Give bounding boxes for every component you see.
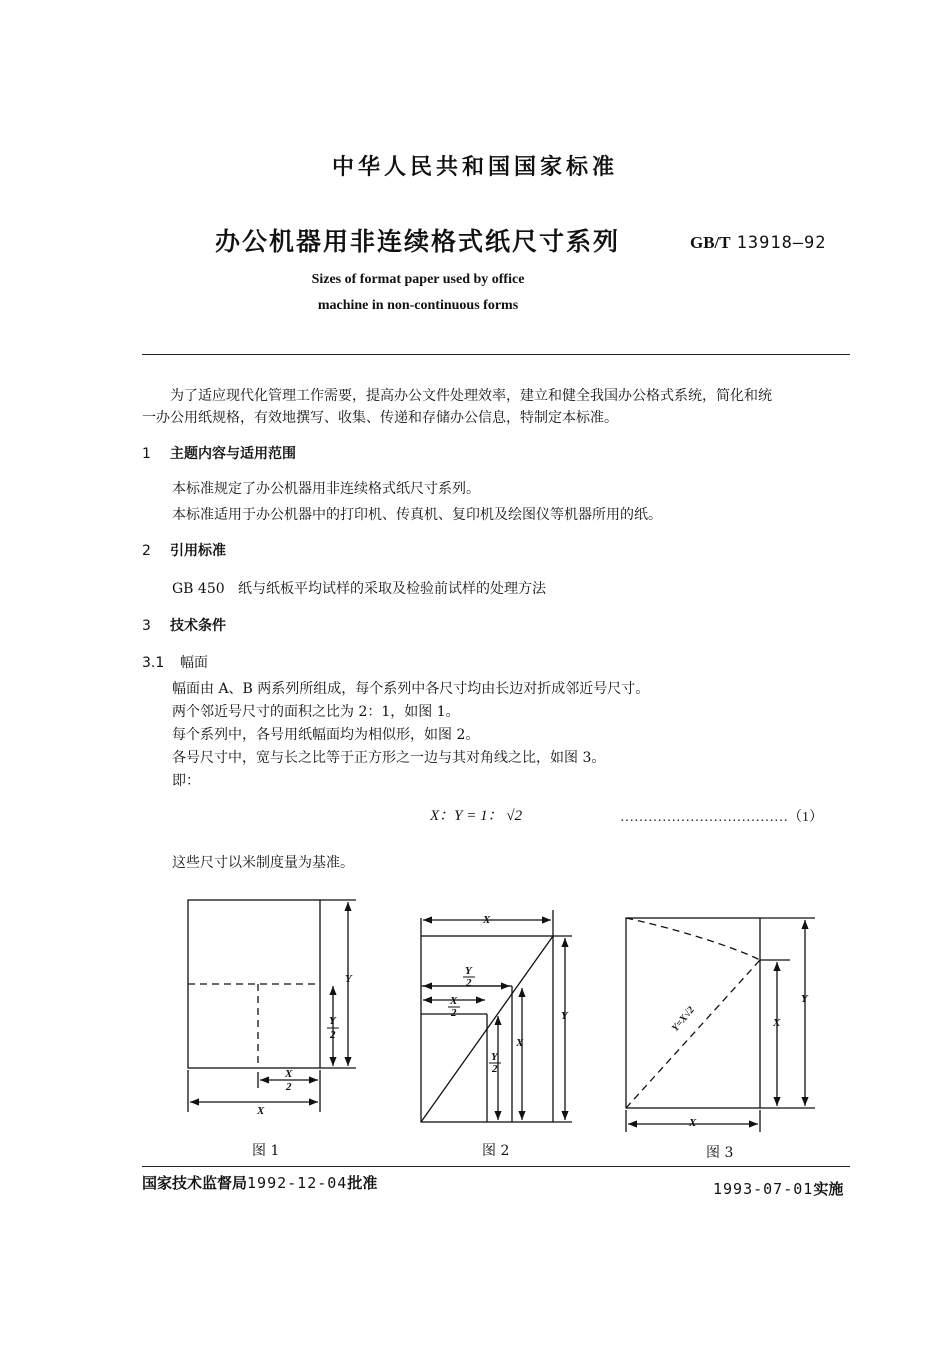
implementation-line	[713, 1178, 843, 1199]
section-number: 2	[142, 543, 151, 559]
section-1-heading	[142, 443, 296, 463]
section-3-1-para2: 两个邻近号尺寸的面积之比为 2：1，如图 1。	[172, 704, 460, 720]
section-number: 3	[142, 618, 151, 634]
fig3-label-diagonal: Y=X√2	[669, 1004, 697, 1034]
approval-date: 1992-12-04	[247, 1174, 348, 1192]
section-title: 技术条件	[170, 618, 226, 634]
fig2-label-x-right: X	[516, 1037, 524, 1049]
section-number: 3.1	[142, 655, 165, 671]
section-3-1-heading	[142, 652, 208, 672]
approval-authority: 国家技术监督局	[142, 1174, 248, 1192]
footer-rule	[142, 1166, 850, 1167]
figure-3-drawing	[626, 918, 815, 1132]
fig2-label-yhalf-den-2: 2	[492, 1063, 498, 1075]
fig1-label-y: Y	[345, 973, 352, 985]
english-title-line1: Sizes of format paper used by office	[311, 272, 525, 287]
section-3-1-para3: 每个系列中，各号用纸幅面均为相似形，如图 2。	[172, 727, 480, 743]
section-1-para2: 本标准适用于办公机器中的打印机、传真机、复印机及绘图仪等机器所用的纸。	[172, 507, 662, 523]
figure-2-drawing	[421, 910, 572, 1122]
approval-word: 批准	[347, 1174, 378, 1192]
intro-line1: 为了适应现代化管理工作需要，提高办公文件处理效率，建立和健全我国办公格式系统，简化和统	[170, 388, 772, 404]
section-1-para1: 本标准规定了办公机器用非连续格式纸尺寸系列。	[172, 481, 480, 497]
fig2-label-xhalf-den: 2	[451, 1007, 457, 1019]
fig1-label-yhalf-num: Y	[329, 1015, 336, 1027]
section-3-1-para6: 这些尺寸以米制度量为基准。	[172, 855, 354, 871]
section-title: 引用标准	[170, 543, 226, 559]
fig3-label-x-right: X	[773, 1017, 781, 1029]
fig2-label-yhalf-den: 2	[466, 977, 472, 989]
section-3-1-para1: 幅面由 A、B 两系列所组成，每个系列中各尺寸均由长边对折成邻近号尺寸。	[172, 681, 650, 697]
fig2-label-yhalf-num: Y	[465, 965, 472, 977]
english-title-line2: machine in non-continuous forms	[317, 298, 519, 313]
fig1-label-xhalf-den: 2	[286, 1081, 292, 1093]
fig1-label-yhalf-den: 2	[330, 1029, 336, 1041]
section-number: 1	[142, 446, 151, 462]
fig2-label-yhalf-num-2: Y	[491, 1051, 498, 1063]
section-title: 主题内容与适用范围	[170, 446, 296, 462]
document-title: 办公机器用非连续格式纸尺寸系列	[215, 227, 621, 256]
section-title: 幅面	[180, 655, 208, 671]
issuer-header: 中华人民共和国国家标准	[331, 155, 618, 180]
title-rule	[142, 354, 850, 355]
figure-3-caption: 图 3	[706, 1145, 734, 1161]
figure-1-drawing	[188, 900, 356, 1112]
intro-line2: 一办公用纸规格，有效地撰写、收集、传递和存储办公信息，特制定本标准。	[142, 410, 618, 426]
fig3-label-y: Y	[801, 993, 808, 1005]
approval-line	[142, 1172, 377, 1193]
fig3-label-x: X	[689, 1117, 697, 1129]
section-3-heading	[142, 615, 226, 635]
implementation-word: 实施	[813, 1180, 844, 1198]
standard-code	[690, 233, 827, 253]
fig2-label-y: Y	[561, 1010, 568, 1022]
formula-1: X：Y = 1： √2	[430, 808, 523, 824]
code-prefix: GB/T	[690, 233, 731, 252]
fig1-label-x: X	[257, 1105, 265, 1117]
fig2-label-x: X	[483, 914, 491, 926]
implementation-date: 1993-07-01	[713, 1180, 814, 1198]
fig1-label-xhalf-num: X	[285, 1068, 293, 1080]
code-number: 13918—92	[736, 233, 827, 253]
section-2-para1: GB 450 纸与纸板平均试样的采取及检验前试样的处理方法	[172, 581, 546, 597]
section-3-1-para5: 即：	[172, 773, 200, 789]
figure-1-caption: 图 1	[252, 1143, 280, 1159]
section-2-heading	[142, 540, 226, 560]
section-3-1-para4: 各号尺寸中，宽与长之比等于正方形之一边与其对角线之比，如图 3。	[172, 750, 606, 766]
figures	[140, 880, 860, 1140]
figure-2-caption: 图 2	[482, 1143, 510, 1159]
formula-number-text: （1）	[788, 810, 823, 825]
fig2-label-xhalf-num: X	[450, 995, 458, 1007]
formula-number	[620, 806, 823, 826]
formula-leader: ………………………………	[620, 810, 788, 825]
